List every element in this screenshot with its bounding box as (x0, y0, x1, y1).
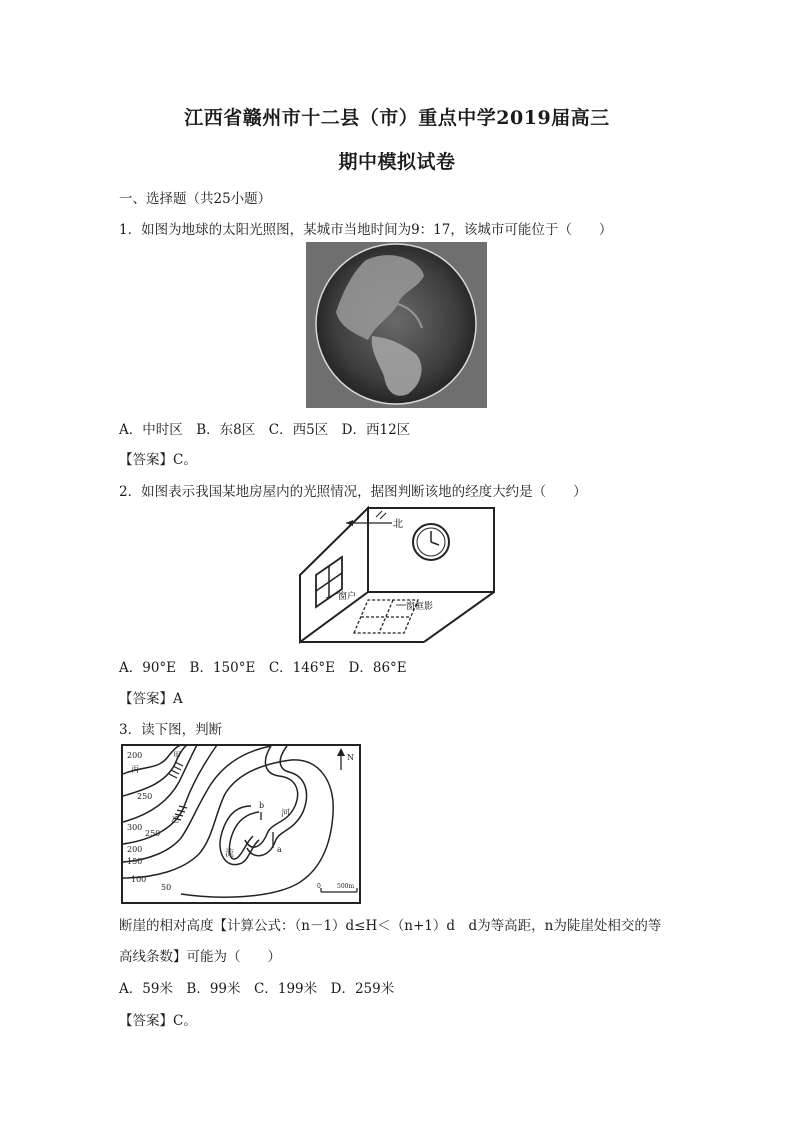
point-a: a (277, 845, 282, 854)
contour-50: 50 (161, 883, 172, 892)
q2-answer: 【答案】A (119, 691, 183, 707)
label-liu: 流 (225, 849, 235, 859)
q2-options: A．90°E B．150°E C．146°E D．86°E (119, 660, 407, 676)
place-bing: 丙 (131, 765, 139, 774)
contour-100: 100 (131, 875, 147, 884)
place-jia: 甲 (173, 751, 181, 760)
q3-options: A．59米 B．99米 C．199米 D．259米 (119, 981, 395, 997)
q2-stem: 2．如图表示我国某地房屋内的光照情况，据图判断该地的经度大约是（ ） (119, 484, 587, 500)
q3-answer: 【答案】C。 (119, 1013, 197, 1029)
page-title: 江西省赣州市十二县（市）重点中学2019届高三 (184, 107, 610, 129)
place-yi: 乙 (171, 815, 179, 824)
section-heading: 一、选择题（共25小题） (119, 191, 272, 207)
q3-contour-map (121, 744, 361, 904)
window-label: 窗户 (338, 592, 357, 602)
contour-200-b: 200 (127, 845, 143, 854)
point-b: b (259, 801, 265, 810)
shadow-label: 窗框影 (406, 602, 434, 612)
q3-stem: 3．读下图，判断 (119, 722, 223, 738)
contour-150: 150 (127, 857, 143, 866)
contour-250-b: 250 (145, 829, 161, 838)
q1-answer: 【答案】C。 (119, 452, 197, 468)
q1-stem: 1．如图为地球的太阳光照图，某城市当地时间为9：17，该城市可能位于（ ） (119, 222, 613, 238)
q3-text-line3: 高线条数】可能为（ ） (119, 949, 281, 965)
contour-200-top: 200 (127, 751, 143, 760)
north-n: N (347, 753, 354, 762)
scale-500m: 500m (337, 883, 355, 890)
page-subtitle: 期中模拟试卷 (338, 151, 456, 173)
q2-room-figure (296, 505, 496, 645)
scale-zero: 0 (317, 883, 321, 890)
q1-options: A．中时区 B．东8区 C．西5区 D．西12区 (119, 422, 411, 438)
q3-text-line2: 断崖的相对高度【计算公式：（n－1）d≤H＜（n+1）d d为等高距，n为陡崖处相交的等 (119, 918, 662, 934)
q1-earth-figure (306, 242, 487, 408)
north-label: 北 (393, 519, 403, 530)
contour-250: 250 (137, 792, 153, 801)
label-he: 河 (281, 809, 291, 819)
contour-300: 300 (127, 823, 143, 832)
